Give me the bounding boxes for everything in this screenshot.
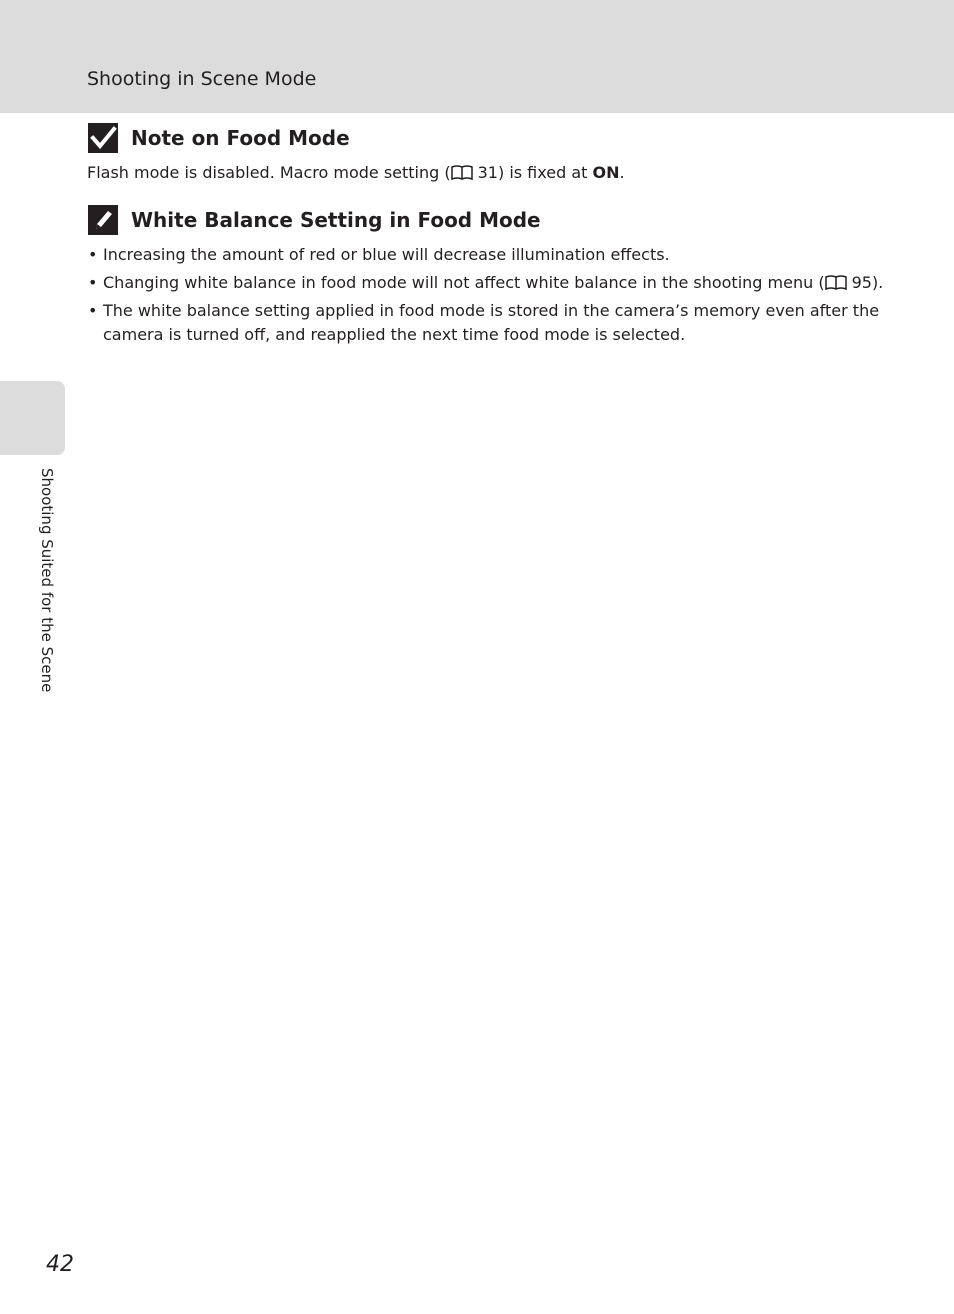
note-text-after: . (619, 163, 625, 182)
header-title: Shooting in Scene Mode (87, 68, 317, 90)
note-page-ref[interactable]: 31 (477, 163, 498, 182)
list-item (87, 243, 887, 267)
bullet-icon: • (88, 245, 98, 264)
pencil-icon (88, 205, 118, 235)
list-item (87, 271, 887, 295)
side-tab-label: Shooting Suited for the Scene (38, 468, 56, 693)
note-heading (88, 123, 350, 153)
wb-heading (88, 205, 541, 235)
note-text-middle: ) is fixed at (497, 163, 593, 182)
note-text-before: Flash mode is disabled. Macro mode setting ( (87, 163, 451, 182)
note-heading-text: Note on Food Mode (131, 126, 350, 150)
list-item (87, 299, 887, 347)
bullet-text-after: ). (871, 273, 884, 292)
side-tab (0, 381, 65, 455)
note-bold-value: ON (592, 163, 620, 182)
bullet-icon: • (88, 273, 98, 292)
header-band (0, 0, 954, 113)
wb-heading-text: White Balance Setting in Food Mode (131, 208, 541, 232)
book-icon (451, 165, 473, 180)
note-paragraph (87, 162, 625, 184)
bullet-text: Increasing the amount of red or blue will decrease illumination effects. (103, 245, 670, 264)
bullet-page-ref[interactable]: 95 (851, 273, 872, 292)
bullet-text-before: Changing white balance in food mode will not affect white balance in the shooting menu ( (103, 273, 825, 292)
bullet-icon: • (88, 301, 98, 320)
page-number: 42 (46, 1252, 74, 1277)
book-icon (825, 275, 847, 290)
checkmark-icon (88, 123, 118, 153)
bullet-text: The white balance setting applied in food mode is stored in the camera’s memory even after the camera is turned off, and reapplied the next time food mode is selected. (103, 301, 880, 344)
wb-bullet-list (87, 243, 887, 351)
